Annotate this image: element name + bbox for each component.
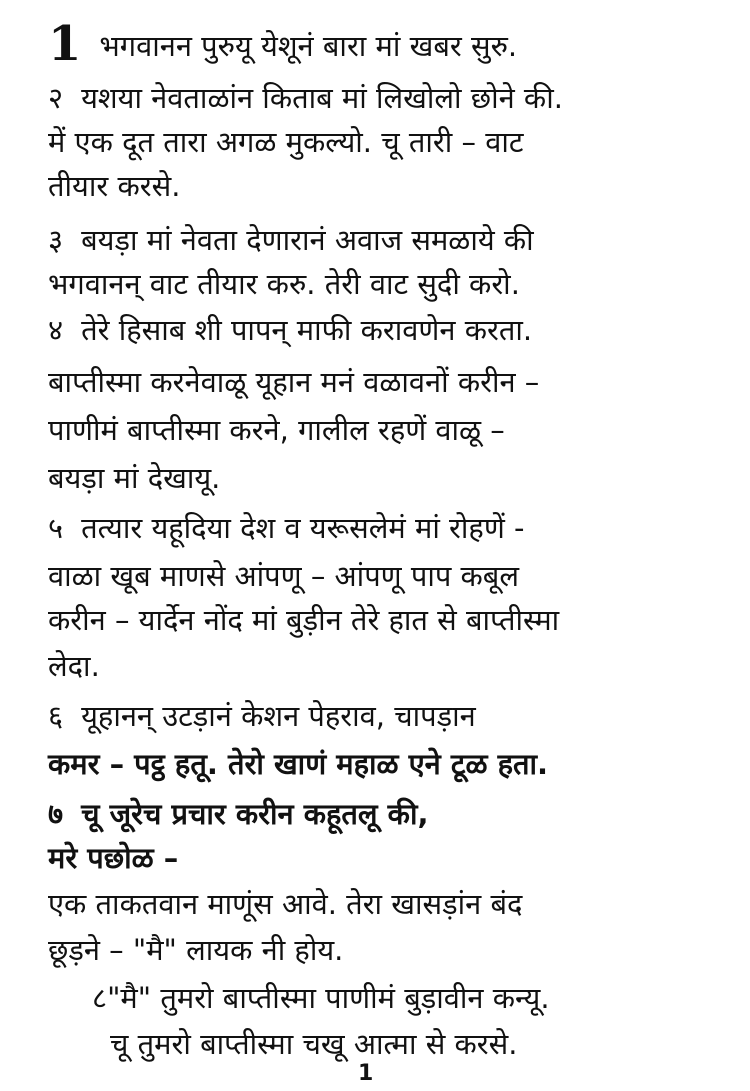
line-text: तेरे हिसाब शी पापन् माफी करावणेन करता. [81,313,533,347]
line-text: चू तुमरो बाप्तीस्मा चखू आत्मा से करसे. [110,1027,518,1061]
text-line [48,696,476,736]
text-line [48,362,539,402]
text-line [48,220,534,260]
text-line [48,744,548,784]
verse-number: २ [48,81,64,115]
line-text: वाळा खूब माणसे आंपणू – आंपणू पाप कबूल [48,559,520,593]
line-text: बाप्तीस्मा करनेवाळू यूहान मनं वळावनों करीन – [48,365,540,399]
text-line [48,410,505,450]
verse-number: ७ [48,797,64,831]
verse-number: 1 [48,16,82,72]
line-text: कमर – पट्ठ हतू. तेरो खाणं महाळ एने टूळ हता. [48,747,549,781]
line-text: बयड़ा मां देखायू. [48,461,221,495]
line-text: भगवानन पुरुयू येशूनं बारा मां खबर सुरु. [99,29,518,63]
text-line [48,166,180,206]
text-line [48,458,220,498]
text-line [48,16,518,72]
text-line [48,556,519,596]
text-line [110,1024,517,1064]
text-line [48,600,559,640]
line-text: यशया नेवताळांन किताब मां लिखोलो छोने की. [81,81,563,115]
line-text: मरे पछोळ – [48,841,179,875]
line-text: लेदा. [48,649,100,683]
text-line [48,646,100,686]
line-text: में एक दूत तारा अगळ मुकल्यो. चू तारी – वाट [48,125,524,159]
text-line [48,930,343,970]
line-text: तत्यार यहूदिया देश व यरूसलेमं मां रोहणें - [81,511,525,545]
line-text: एक ताकतवान माणूंस आवे. तेरा खासड़ांन बंद [48,887,523,921]
line-text: चू जूरेच प्रचार करीन कहूतलू की, [81,797,429,831]
line-text: ८"मै" तुमरो बाप्तीस्मा पाणीमं बुड़ावीन कन्यू. [92,981,550,1015]
verse-number: ४ [48,313,64,347]
line-text: भगवानन् वाट तीयार करु. तेरी वाट सुदी करो. [48,267,520,301]
text-line [48,794,428,834]
line-text: तीयार करसे. [48,169,181,203]
text-line [48,884,522,924]
verse-number: ६ [48,699,64,733]
line-text: छूड़ने – "मै" लायक नी होय. [48,933,344,967]
verse-number: ३ [48,223,64,257]
text-line [48,310,532,350]
text-line [48,78,563,118]
line-text: करीन – यार्देन नोंद मां बुड़ीन तेरे हात से बाप्तीस्मा [48,603,560,637]
text-line [48,122,523,162]
line-text: बयड़ा मां नेवता देणारानं अवाज समळाये की [81,223,534,257]
page-number: 1 [358,1061,374,1086]
line-text: पाणीमं बाप्तीस्मा करने, गालील रहणें वाळू – [48,413,505,447]
line-text: यूहानन् उटड़ानं केशन पेहराव, चापड़ान [81,699,476,733]
verse-number: ५ [48,511,64,545]
text-line [92,978,550,1018]
text-line [48,508,524,548]
text-line [48,838,178,878]
text-line [48,264,520,304]
